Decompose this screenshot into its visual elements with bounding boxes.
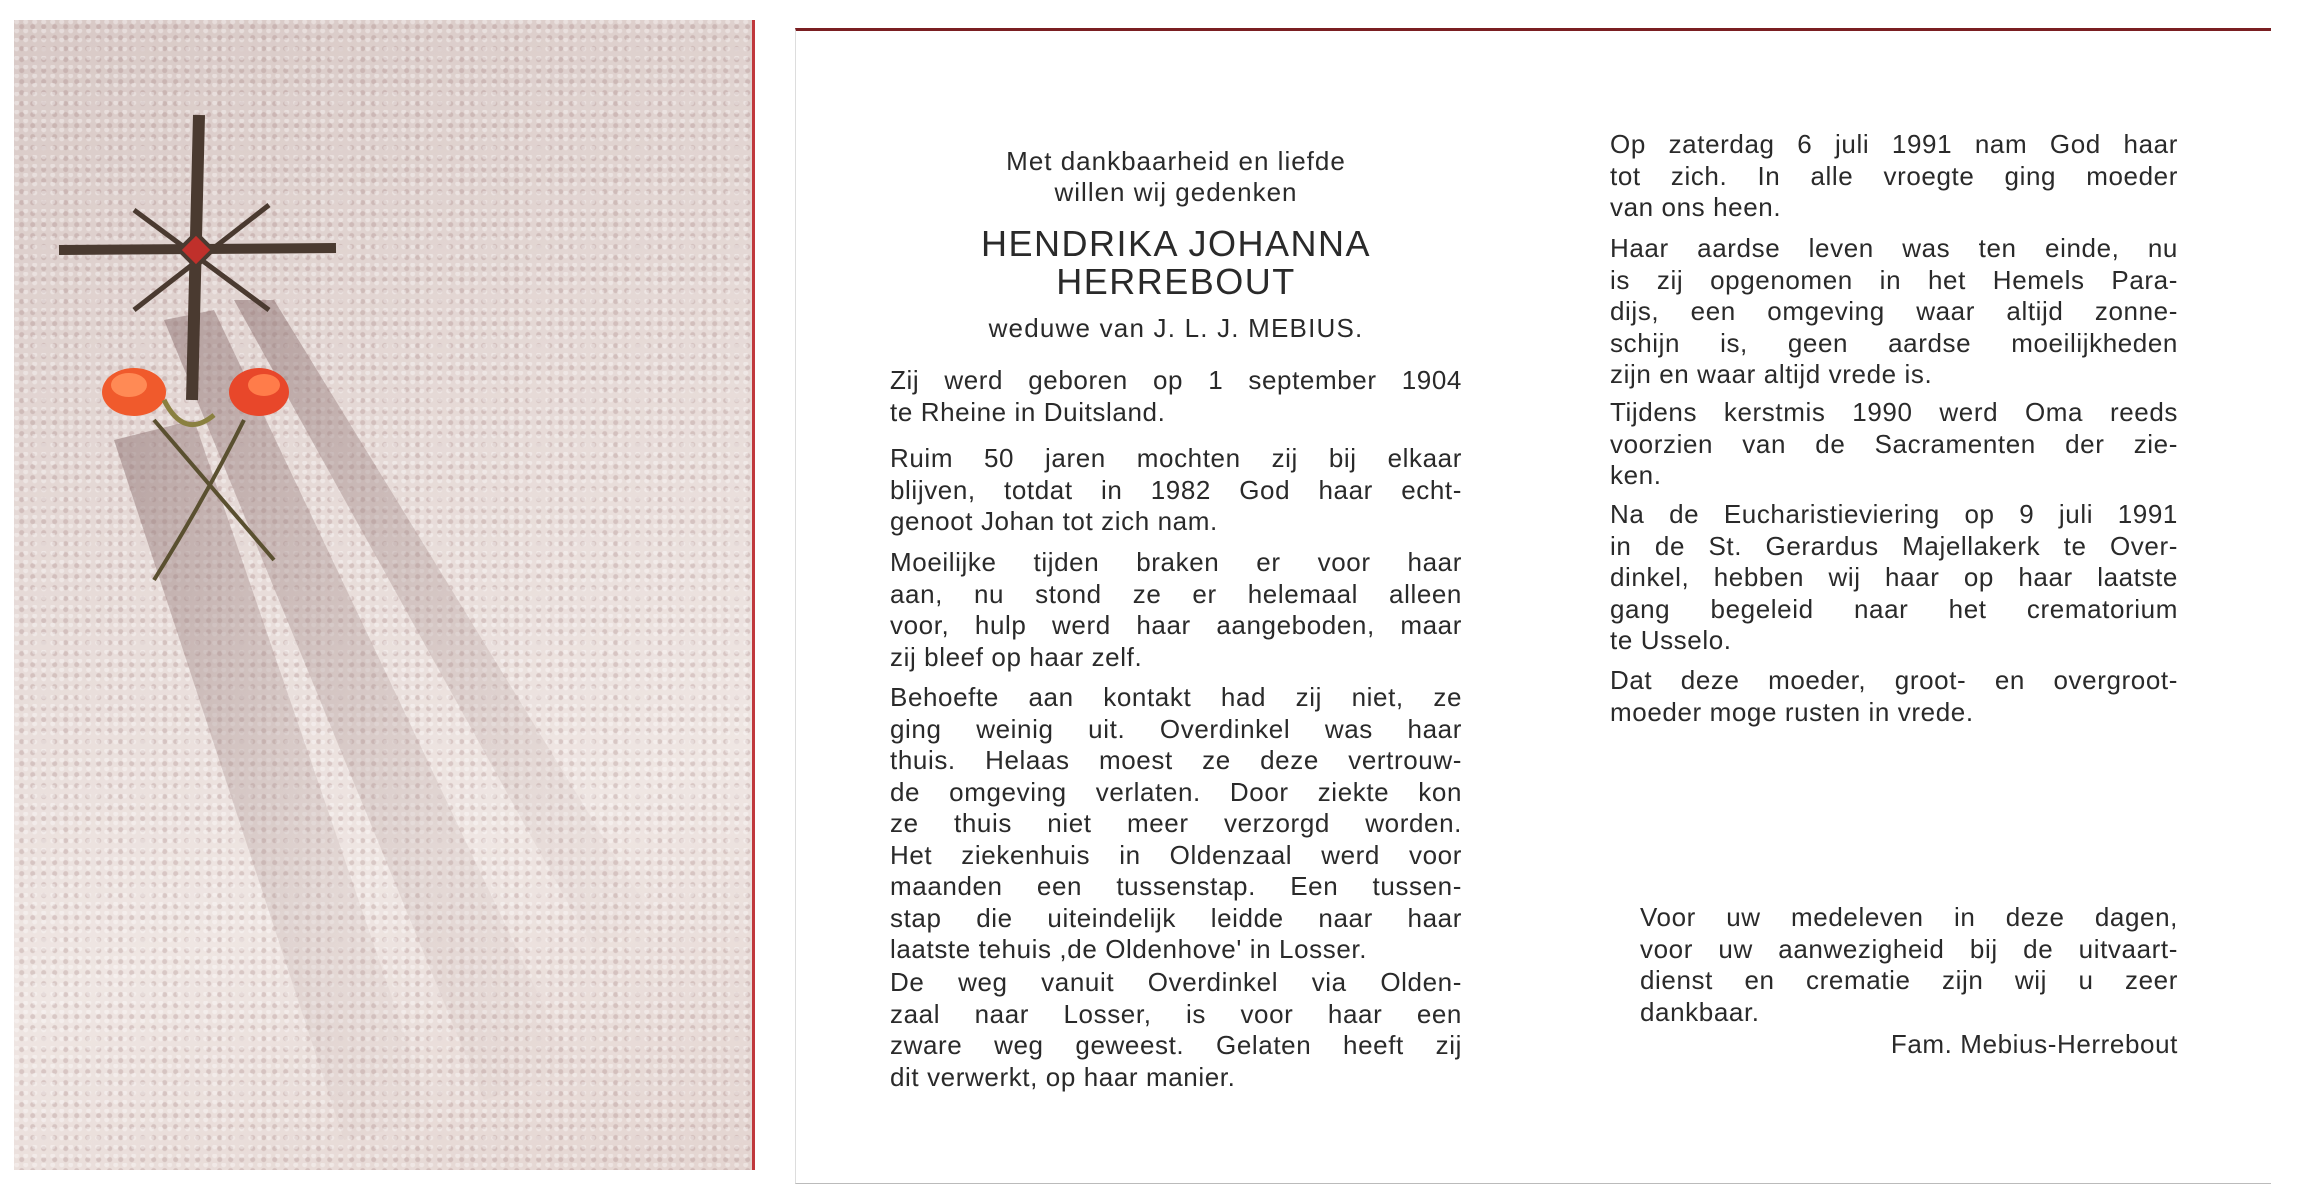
thanks-line: dankbaar. bbox=[1640, 996, 1760, 1027]
paragraph bbox=[1610, 397, 2178, 492]
text-line: voorzien van de Sacramenten der zie- bbox=[1610, 428, 2178, 459]
text-line: Het ziekenhuis in Oldenzaal werd voor bbox=[890, 839, 1462, 870]
thanks-text bbox=[1640, 902, 2178, 1028]
text-line: zaal naar Losser, is voor haar een bbox=[890, 998, 1462, 1029]
text-line: stap die uiteindelijk leidde naar haar bbox=[890, 902, 1462, 933]
text-line: ze thuis niet meer verzorgd worden. bbox=[890, 808, 1462, 838]
text-line: dit verwerkt, op haar manier. bbox=[890, 1061, 1236, 1092]
text-line: te Rheine in Duitsland. bbox=[890, 396, 1166, 427]
text-line: gang begeleid naar het crematorium bbox=[1610, 593, 2178, 624]
text-line: ging weinig uit. Overdinkel was haar bbox=[890, 713, 1462, 744]
text-line: zijn en waar altijd vrede is. bbox=[1610, 359, 1933, 389]
text-line: Ruim 50 jaren mochten zij bij elkaar bbox=[890, 443, 1462, 473]
text-line: Zij werd geboren op 1 september 1904 bbox=[890, 365, 1462, 395]
paragraph bbox=[890, 682, 1462, 966]
text-line: voor, hulp werd haar aangeboden, maar bbox=[890, 610, 1462, 640]
text-line: Moeilijke tijden braken er voor haar bbox=[890, 547, 1462, 577]
text-line: laatste tehuis ,de Oldenhove' in Losser. bbox=[890, 934, 1368, 964]
paragraph bbox=[1610, 499, 2178, 657]
text-line: genoot Johan tot zich nam. bbox=[890, 506, 1218, 536]
text-line: zij bleef op haar zelf. bbox=[890, 641, 1143, 672]
text-line: dinkel, hebben wij haar op haar laatste bbox=[1610, 562, 2178, 592]
text-line: de omgeving verlaten. Door ziekte kon bbox=[890, 776, 1462, 807]
family-signature: Fam. Mebius-Herrebout bbox=[1890, 1029, 2178, 1059]
paragraph bbox=[890, 967, 1462, 1093]
text-line: Tijdens kerstmis 1990 werd Oma reeds bbox=[1610, 397, 2178, 427]
text-line: ken. bbox=[1610, 460, 1662, 490]
intro-line: Met dankbaarheid en liefde bbox=[1006, 146, 1346, 176]
name-line: HENDRIKA JOHANNA bbox=[980, 223, 1372, 264]
intro-line: willen wij gedenken bbox=[1054, 177, 1298, 207]
paragraph bbox=[890, 365, 1462, 428]
text-line: maanden een tussenstap. Een tussen- bbox=[890, 871, 1462, 901]
text-line: Na de Eucharistieviering op 9 juli 1991 bbox=[1610, 499, 2178, 529]
text-line: Op zaterdag 6 juli 1991 nam God haar bbox=[1610, 129, 2178, 159]
cross-with-flowers-illustration bbox=[14, 20, 752, 1170]
text-line: De weg vanuit Overdinkel via Olden- bbox=[890, 967, 1462, 997]
deceased-name bbox=[890, 225, 1462, 301]
text-line: is zij opgenomen in het Hemels Para- bbox=[1610, 264, 2178, 295]
text-line: dijs, een omgeving waar altijd zonne- bbox=[1610, 296, 2178, 326]
text-line: Behoefte aan kontakt had zij niet, ze bbox=[890, 682, 1462, 712]
widow-of: weduwe van J. L. J. MEBIUS. bbox=[988, 313, 1364, 343]
text-line: moeder moge rusten in vrede. bbox=[1610, 696, 1974, 727]
text-line: Haar aardse leven was ten einde, nu bbox=[1610, 233, 2178, 263]
paragraph bbox=[1610, 233, 2178, 391]
intro-text bbox=[890, 146, 1462, 208]
text-line: Dat deze moeder, groot- en overgroot- bbox=[1610, 665, 2178, 695]
paragraph bbox=[890, 443, 1462, 538]
text-line: aan, nu stond ze er helemaal alleen bbox=[890, 578, 1462, 609]
thanks-line: voor uw aanwezigheid bij de uitvaart- bbox=[1640, 933, 2178, 964]
thanks-line: dienst en crematie zijn wij u zeer bbox=[1640, 965, 2178, 995]
text-line: schijn is, geen aardse moeilijkheden bbox=[1610, 327, 2178, 358]
paragraph bbox=[1610, 665, 2178, 728]
text-line: zware weg geweest. Gelaten heeft zij bbox=[890, 1030, 1462, 1060]
text-line: thuis. Helaas moest ze deze vertrouw- bbox=[890, 745, 1462, 775]
paragraph bbox=[890, 547, 1462, 673]
paragraph bbox=[1610, 129, 2178, 224]
memorial-photo bbox=[14, 20, 755, 1170]
text-line: in de St. Gerardus Majellakerk te Over- bbox=[1610, 530, 2178, 561]
thanks-line: Voor uw medeleven in deze dagen, bbox=[1640, 902, 2178, 932]
text-line: tot zich. In alle vroegte ging moeder bbox=[1610, 160, 2178, 191]
text-line: van ons heen. bbox=[1610, 192, 1782, 222]
name-line: HERREBOUT bbox=[1056, 261, 1296, 302]
text-line: te Usselo. bbox=[1610, 625, 1732, 655]
text-line: blijven, totdat in 1982 God haar echt- bbox=[890, 474, 1462, 505]
